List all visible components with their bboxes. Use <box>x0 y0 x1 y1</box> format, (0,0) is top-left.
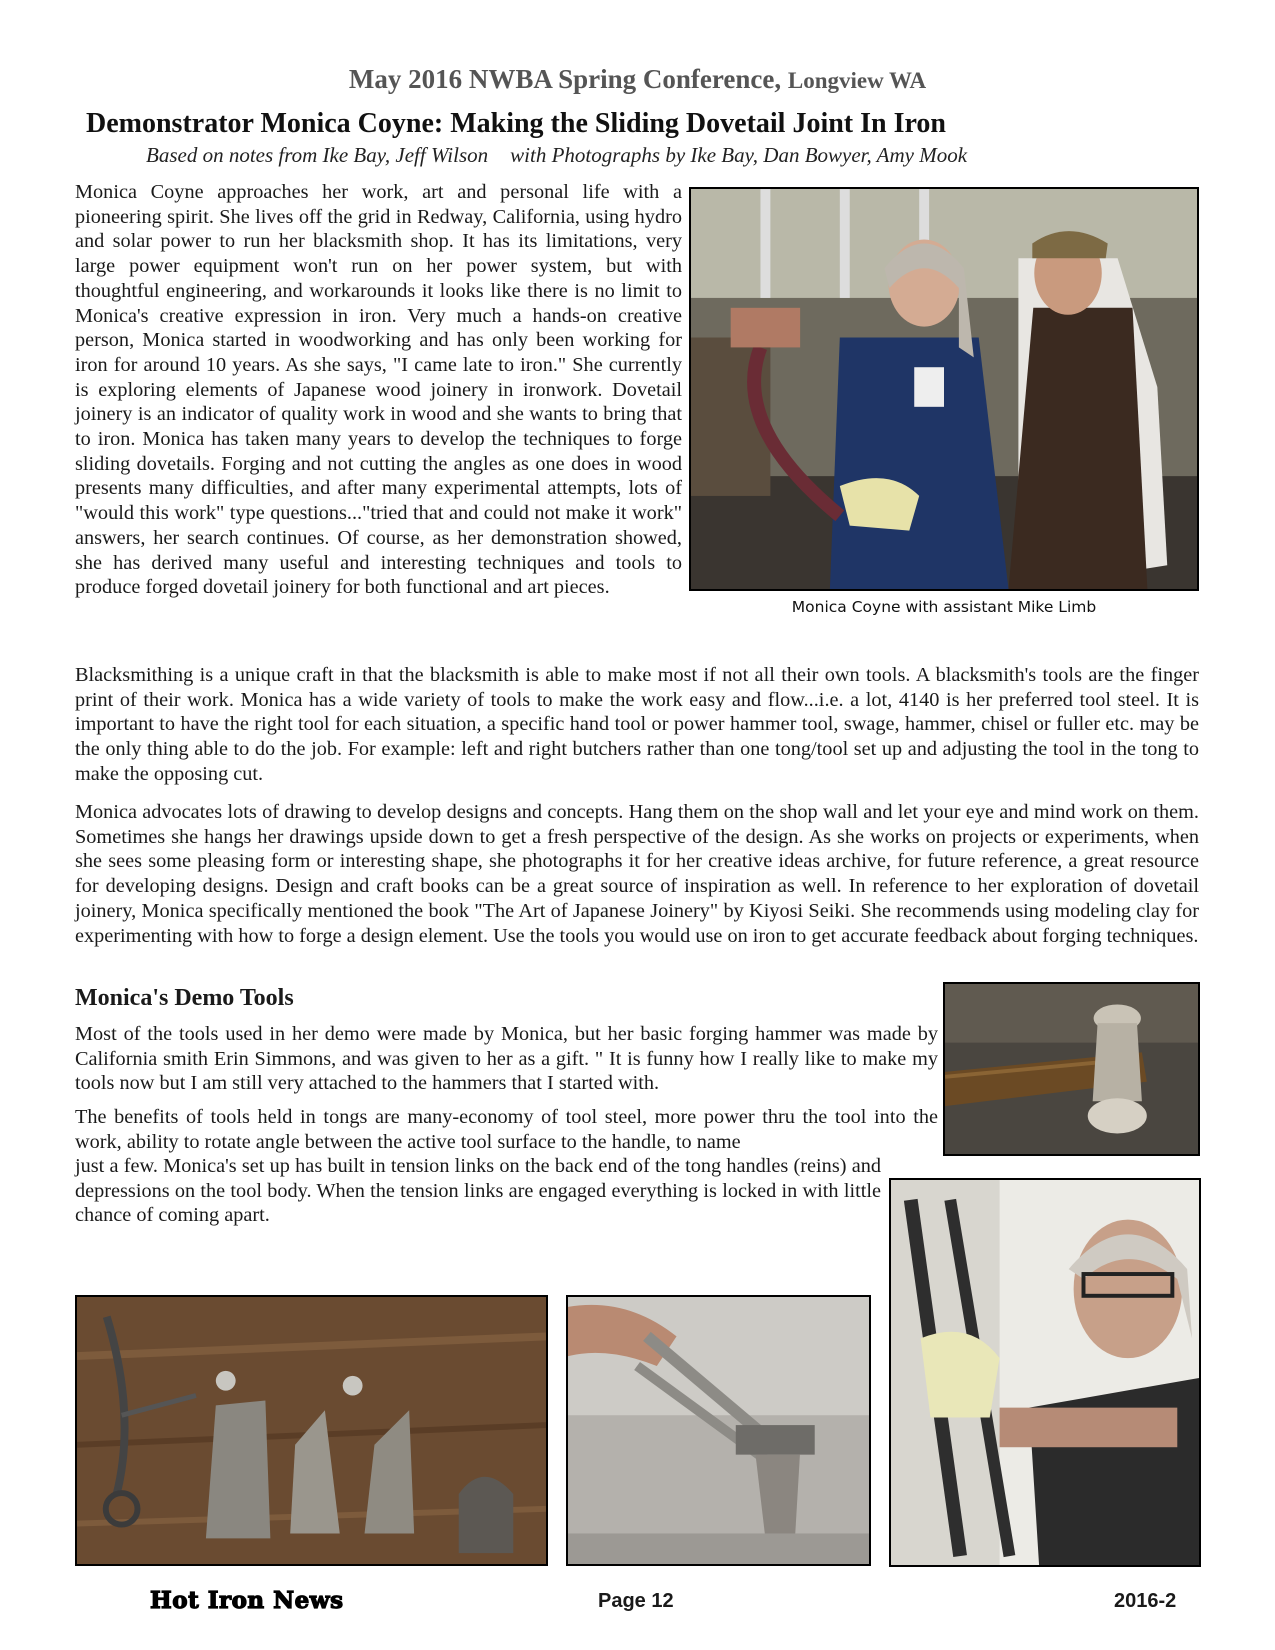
photo-monica-tongs <box>889 1178 1201 1567</box>
section-heading: Monica's Demo Tools <box>75 985 294 1011</box>
body-paragraph-tongs: The benefits of tools held in tongs are many-economy of tool steel, more power thru the tool into the work, ability to rotate angle between the active tool surface to the handle, to name <box>75 1106 938 1153</box>
footer-publication-name: Hot Iron News <box>150 1587 344 1614</box>
article-title: Demonstrator Monica Coyne: Making the Sliding Dovetail Joint In Iron <box>86 108 946 139</box>
body-paragraph-tension-links: just a few. Monica's set up has built in tension links on the back end of the tong handles (reins) and depressions on the tool body. When the tension links are engaged everything is locked in with little chance of coming apart. <box>75 1155 881 1227</box>
header-location: Longview WA <box>787 68 927 93</box>
byline-notes: Based on notes from Ike Bay, Jeff Wilson <box>146 143 489 167</box>
body-paragraph-drawing: Monica advocates lots of drawing to develop designs and concepts. Hang them on the shop wall and let your eye and mind work on them. Sometimes she hangs her drawings upside down to get a fresh perspective of the design. As she works on projects or experiments, when she sees some pleasing form or interesting shape, she photographs it for her creative ideas archive, for future reference, a great resource for developing designs. Design and craft books can be a great source of inspiration as well. In reference to her exploration of dovetail joinery, Monica specifically mentioned the book "The Art of Japanese Joinery" by Kiyosi Seiki. She recommends using modeling clay for experimenting with how to forge a design element. Use the tools you would use on iron to get accurate feedback about forging techniques. <box>75 801 1199 947</box>
footer-issue-number: 2016-2 <box>1114 1590 1177 1612</box>
byline-photos: with Photographs by Ike Bay, Dan Bowyer, Amy Mook <box>510 143 968 167</box>
photo-caption: Monica Coyne with assistant Mike Limb <box>791 598 1097 616</box>
header-event: May 2016 NWBA Spring Conference, <box>348 64 782 94</box>
photo-demonstrator <box>689 187 1199 591</box>
footer-page-number: Page 12 <box>598 1590 674 1612</box>
page-header <box>0 64 1275 95</box>
intro-paragraph: Monica Coyne approaches her work, art and personal life with a pioneering spirit. She lives off the grid in Redway, California, using hydro and solar power to run her blacksmith shop. It has its limitations, very large power equipment won't run on her power system, but with thoughtful engineering, and workarounds it looks like there is no limit to Monica's creative expression in iron. Very much a hands-on creative person, Monica started in woodworking and has only been working for iron for around 10 years. As she says, "I came late to iron." She currently is exploring elements of Japanese wood joinery in ironwork. Dovetail joinery is an indicator of quality work in wood and she wants to bring that to iron. Monica has taken many years to develop the techniques to forge sliding dovetails. Forging and not cutting the angles as one does in wood presents many difficulties, and after many experimental attempts, lots of "would this work" type questions..."tried that and could not make it work" answers, her search continues. Of course, as her demonstration showed, she has derived many useful and interesting techniques and tools to produce forged dovetail joinery for both functional and art pieces. <box>75 181 682 599</box>
photo-tool-set <box>75 1295 548 1566</box>
body-paragraph-tools: Blacksmithing is a unique craft in that the blacksmith is able to make most if not all their own tools. A blacksmith's tools are the finger print of their work. Monica has a wide variety of tools to make the work easy and flow...i.e. a lot, 4140 is her preferred tool steel. It is important to have the right tool for each situation, a specific hand tool or power hammer tool, swage, hammer, chisel or fuller etc. may be the only thing able to do the job. For example: left and right butchers rather than one tong/tool set up and adjusting the tool in the tong to make the opposing cut. <box>75 664 1199 785</box>
body-paragraph-hammer: Most of the tools used in her demo were made by Monica, but her basic forging hammer was made by California smith Erin Simmons, and was given to her as a gift. " It is funny how I really like to make my tools now but I am still very attached to the hammers that I started with. <box>75 1023 938 1095</box>
photo-tong-tool <box>566 1295 871 1566</box>
article-byline <box>146 143 967 168</box>
photo-hammer <box>943 982 1200 1156</box>
